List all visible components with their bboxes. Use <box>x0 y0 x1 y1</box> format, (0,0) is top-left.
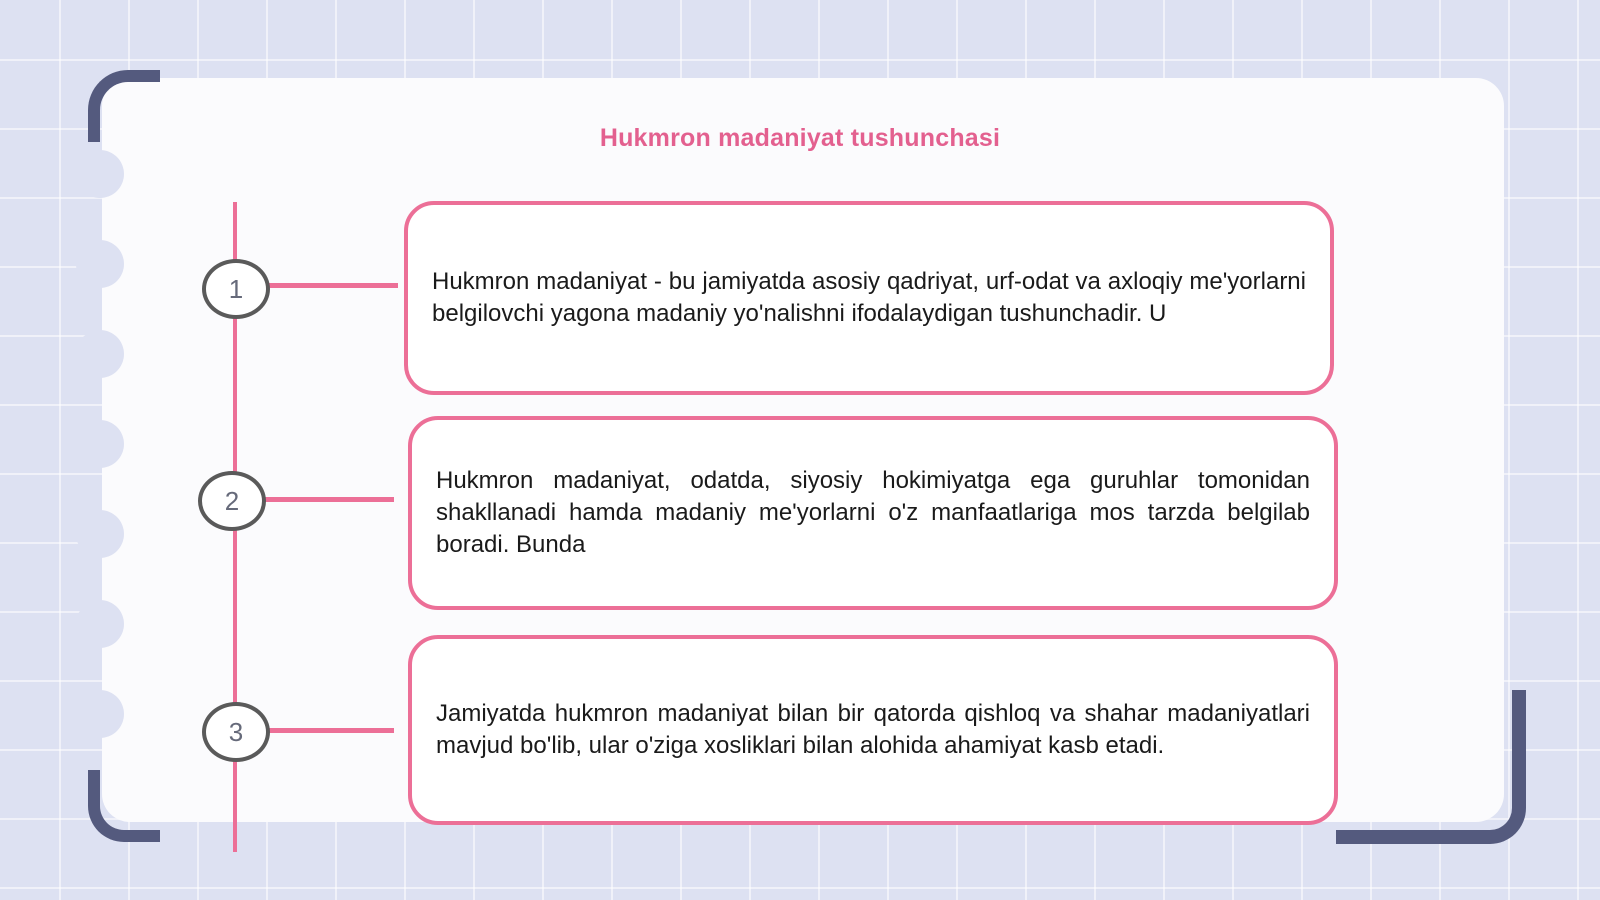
step-card-text: Jamiyatda hukmron madaniyat bilan bir qatorda qishloq va shahar madaniyatlari mavjud bo'lib, ular o'ziga xosliklari bilan alohida ahamiyat kasb etadi. <box>436 700 1310 759</box>
step-number-circle: 1 <box>202 259 270 319</box>
paper-scallop <box>76 150 124 198</box>
paper-scallop <box>76 600 124 648</box>
step-connector <box>264 728 394 733</box>
step-connector <box>264 283 398 288</box>
step-card-text: Hukmron madaniyat, odatda, siyosiy hokimiyatga ega guruhlar tomonidan shakllanadi hamda madaniy me'yorlarni o'z manfaatlariga mos tarzda belgilab boradi. Bunda <box>436 467 1310 558</box>
paper-scallop <box>76 330 124 378</box>
step-card <box>408 635 1338 825</box>
paper-scallop <box>76 690 124 738</box>
step-number-circle: 3 <box>202 702 270 762</box>
step-number-circle: 2 <box>198 471 266 531</box>
step-card <box>404 201 1334 395</box>
frame-corner-bottom-right <box>1336 690 1526 844</box>
slide-title: Hukmron madaniyat tushunchasi <box>599 124 1001 152</box>
step-connector <box>260 497 394 502</box>
frame-corner-bottom-left <box>88 770 160 842</box>
step-card-text: Hukmron madaniyat - bu jamiyatda asosiy qadriyat, urf-odat va axloqiy me'yorlarni belgilovchi yagona madaniy yo'nalishni ifodalaydigan tushunchadir. U <box>432 268 1306 327</box>
paper-scallop <box>76 240 124 288</box>
step-card <box>408 416 1338 610</box>
paper-scallop <box>76 510 124 558</box>
paper-scallop <box>76 420 124 468</box>
